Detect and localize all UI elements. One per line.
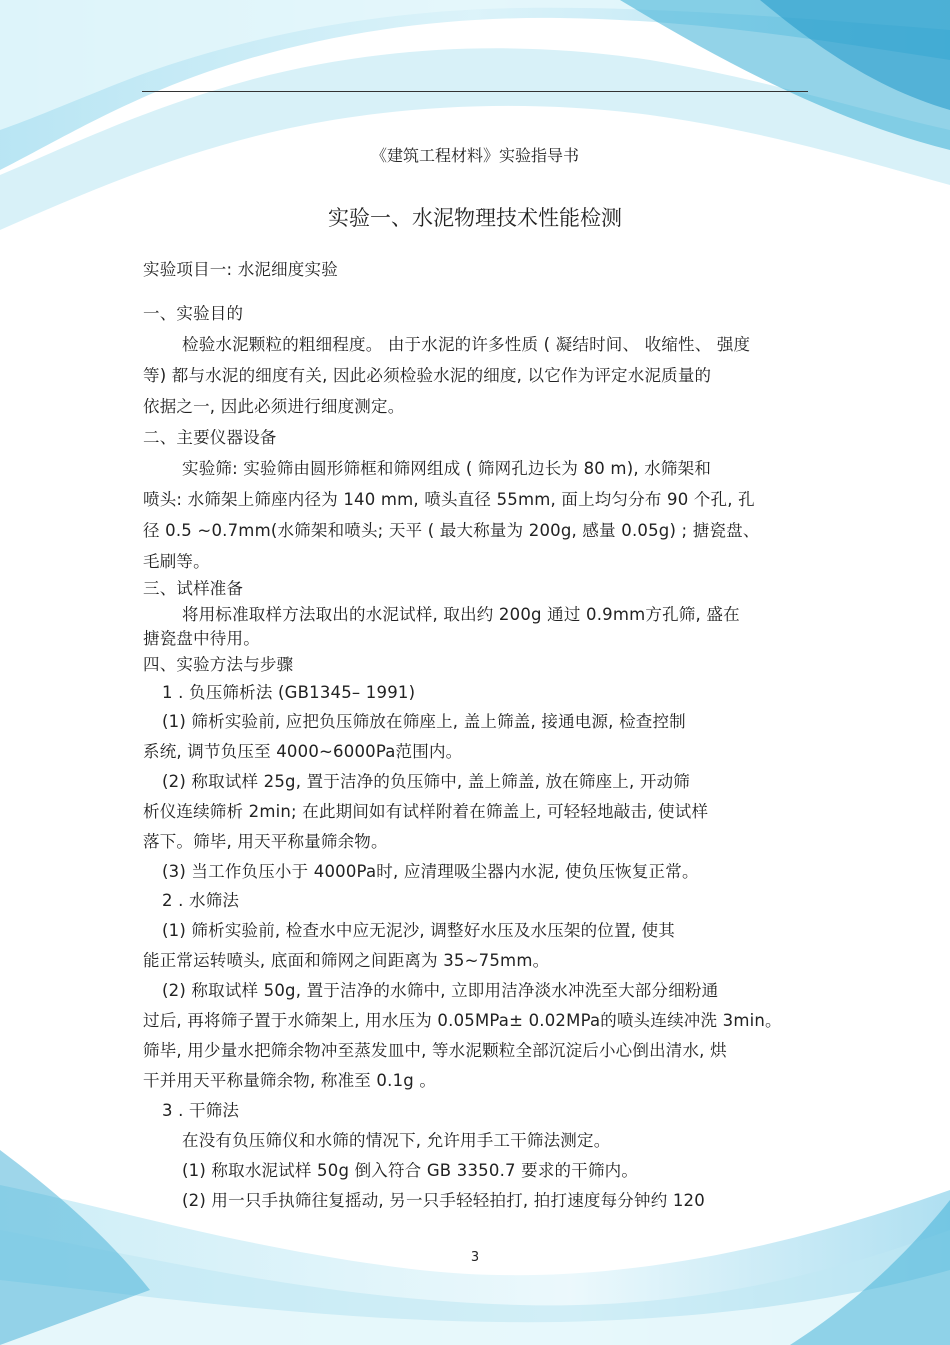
subsection-heading: 2 . 水筛法	[162, 891, 240, 910]
step-line: (1) 筛析实验前, 检查水中应无泥沙, 调整好水压及水压架的位置, 使其	[162, 921, 675, 940]
subsection-heading: 1 . 负压筛析法 (GB1345– 1991)	[162, 683, 416, 702]
section-heading-method: 四、实验方法与步骤	[143, 655, 294, 674]
step-line: (2) 称取试样 25g, 置于洁净的负压筛中, 盖上筛盖, 放在筛座上, 开动筛	[162, 772, 690, 791]
paragraph-line: 能正常运转喷头, 底面和筛网之间距离为 35~75mm。	[143, 951, 550, 970]
header-rule	[142, 91, 808, 92]
paragraph-line: 将用标准取样方法取出的水泥试样, 取出约 200g 通过 0.9mm方孔筛, 盛在	[182, 605, 740, 624]
paragraph-line: 落下。筛毕, 用天平称量筛余物。	[143, 832, 388, 851]
paragraph-line: 在没有负压筛仪和水筛的情况下, 允许用手工干筛法测定。	[182, 1131, 611, 1150]
step-line: (2) 用一只手执筛往复摇动, 另一只手轻轻拍打, 拍打速度每分钟约 120	[182, 1191, 705, 1210]
paragraph-line: 喷头: 水筛架上筛座内径为 140 mm, 喷头直径 55mm, 面上均匀分布 90 个孔, 孔	[143, 490, 755, 509]
document-title: 《建筑工程材料》实验指导书	[370, 146, 579, 165]
paragraph-line: 析仪连续筛析 2min; 在此期间如有试样附着在筛盖上, 可轻轻地敲击, 使试样	[143, 802, 709, 821]
paragraph-line: 系统, 调节负压至 4000~6000Pa范围内。	[143, 742, 463, 761]
page-number: 3	[470, 1250, 480, 1265]
experiment-item-heading: 实验项目一: 水泥细度实验	[143, 260, 338, 279]
step-line: (3) 当工作负压小于 4000Pa时, 应清理吸尘器内水泥, 使负压恢复正常。	[162, 862, 699, 881]
paragraph-line: 径 0.5 ~0.7mm(水筛架和喷头; 天平 ( 最大称量为 200g, 感量 0.05g) ; 搪瓷盘、	[143, 521, 760, 540]
paragraph-line: 依据之一, 因此必须进行细度测定。	[143, 397, 405, 416]
section-heading-sample: 三、试样准备	[143, 579, 244, 598]
section-heading-purpose: 一、实验目的	[143, 304, 244, 323]
subsection-heading: 3 . 干筛法	[162, 1101, 240, 1120]
paragraph-line: 过后, 再将筛子置于水筛架上, 用水压为 0.05MPa± 0.02MPa的喷头连续冲洗 3min。	[143, 1011, 782, 1030]
paragraph-line: 干并用天平称量筛余物, 称准至 0.1g 。	[143, 1071, 437, 1090]
step-line: (2) 称取试样 50g, 置于洁净的水筛中, 立即用洁净淡水冲洗至大部分细粉通	[162, 981, 719, 1000]
main-title: 实验一、水泥物理技术性能检测	[328, 206, 622, 230]
paragraph-line: 等) 都与水泥的细度有关, 因此必须检验水泥的细度, 以它作为评定水泥质量的	[143, 366, 712, 385]
paragraph-line: 毛刷等。	[143, 552, 210, 571]
paragraph-line: 实验筛: 实验筛由圆形筛框和筛网组成 ( 筛网孔边长为 80 m), 水筛架和	[182, 459, 712, 478]
step-line: (1) 筛析实验前, 应把负压筛放在筛座上, 盖上筛盖, 接通电源, 检查控制	[162, 712, 686, 731]
paragraph-line: 筛毕, 用少量水把筛余物冲至蒸发皿中, 等水泥颗粒全部沉淀后小心倒出清水, 烘	[143, 1041, 727, 1060]
paragraph-line: 搪瓷盘中待用。	[143, 629, 260, 648]
paragraph-line: 检验水泥颗粒的粗细程度。 由于水泥的许多性质 ( 凝结时间、 收缩性、 强度	[182, 335, 751, 354]
step-line: (1) 称取水泥试样 50g 倒入符合 GB 3350.7 要求的干筛内。	[182, 1161, 639, 1180]
section-heading-equipment: 二、主要仪器设备	[143, 428, 277, 447]
